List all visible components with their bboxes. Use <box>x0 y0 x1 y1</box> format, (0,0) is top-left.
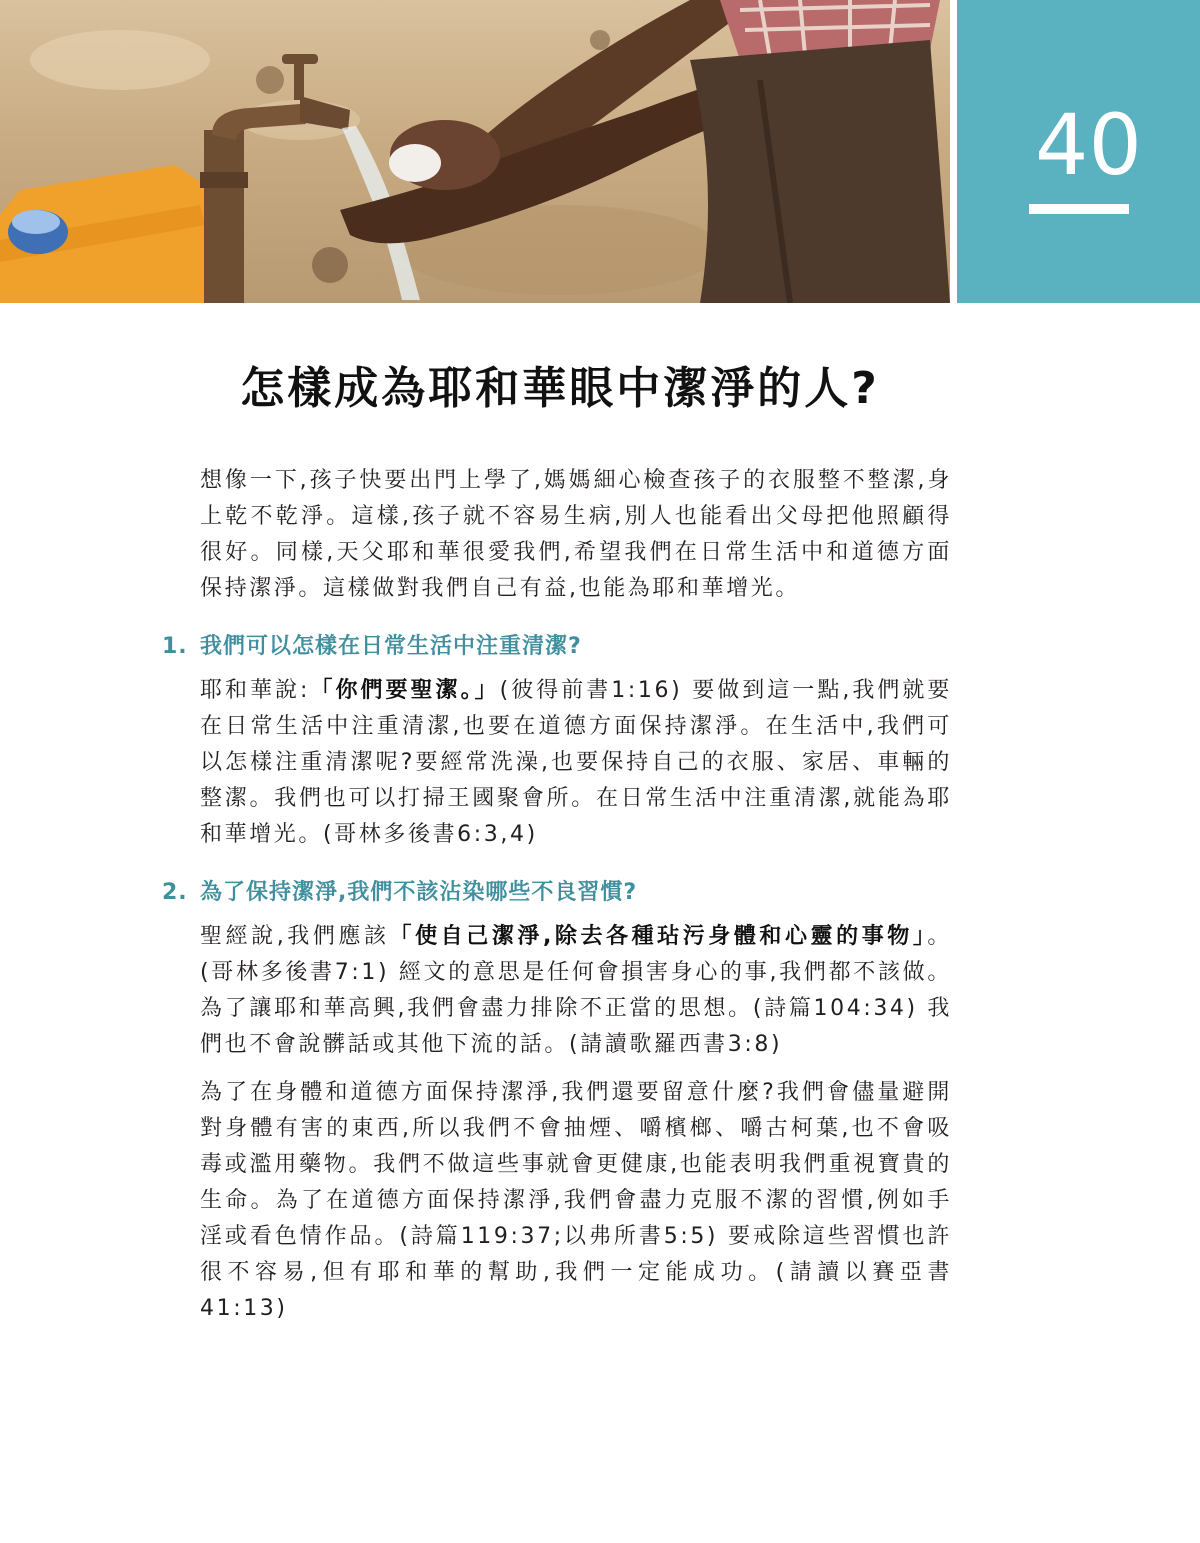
intro-paragraph: 想像一下,孩子快要出門上學了,媽媽細心檢查孩子的衣服整不整潔,身上乾不乾淨。這樣,孩子就不容易生病,別人也能看出父母把他照顧得很好。同樣,天父耶和華很愛我們,希望我們在日常生活中和道德方面保持潔淨。這樣做對我們自己有益,也能為耶和華增光。 <box>200 468 952 601</box>
question-number: 1. <box>162 634 188 659</box>
lesson-body <box>162 463 953 1339</box>
paragraph-lead: 耶和華說: <box>200 678 311 703</box>
question-text: 我們可以怎樣在日常生活中注重清潔? <box>200 634 582 659</box>
question-heading-1 <box>162 629 952 665</box>
question-heading-2 <box>162 875 952 911</box>
scripture-quote: 「使自己潔淨,除去各種玷污身體和心靈的事物」 <box>389 924 928 949</box>
hand-washing-illustration <box>0 0 950 303</box>
page-title: 怎樣成為耶和華眼中潔淨的人? <box>240 363 880 414</box>
badge-underline <box>1029 204 1129 214</box>
section-2-paragraph-1 <box>200 919 952 1063</box>
lesson-badge <box>957 0 1200 303</box>
header-photo <box>0 0 950 303</box>
question-text: 為了保持潔淨,我們不該沾染哪些不良習慣? <box>200 880 638 905</box>
question-number: 2. <box>162 880 188 905</box>
paragraph-rest: (彼得前書1:16) 要做到這一點,我們就要在日常生活中注重清潔,也要在道德方面保持潔淨。在生活中,我們可以怎樣注重清潔呢?要經常洗澡,也要保持自己的衣服、家居、車輛的整潔。我們也可以打掃王國聚會所。在日常生活中注重清潔,就能為耶和華增光。(哥林多後書6:3,4) <box>200 678 952 847</box>
section-2-paragraph-2: 為了在身體和道德方面保持潔淨,我們還要留意什麼?我們會儘量避開對身體有害的東西,所以我們不會抽煙、嚼檳榔、嚼古柯葉,也不會吸毒或濫用藥物。我們不做這些事就會更健康,也能表明我們重視寶貴的生命。為了在道德方面保持潔淨,我們會盡力克服不潔的習慣,例如手淫或看色情作品。(詩篇119:37;以弗所書5:5) 要戒除這些習慣也許很不容易,但有耶和華的幫助,我們一定能成功。(請讀以賽亞書41:13) <box>200 1080 952 1321</box>
paragraph-rest: 。(哥林多後書7:1) 經文的意思是任何會損害身心的事,我們都不該做。為了讓耶和華高興,我們會盡力排除不正當的思想。(詩篇104:34) 我們也不會說髒話或其他下流的話。(請讀歌羅西書3:8) <box>200 924 953 1057</box>
lesson-number: 40 <box>1035 96 1142 194</box>
paragraph-lead: 聖經說,我們應該 <box>200 924 390 949</box>
section-1-paragraph <box>200 673 952 853</box>
scripture-quote: 「你們要聖潔。」 <box>310 678 500 703</box>
